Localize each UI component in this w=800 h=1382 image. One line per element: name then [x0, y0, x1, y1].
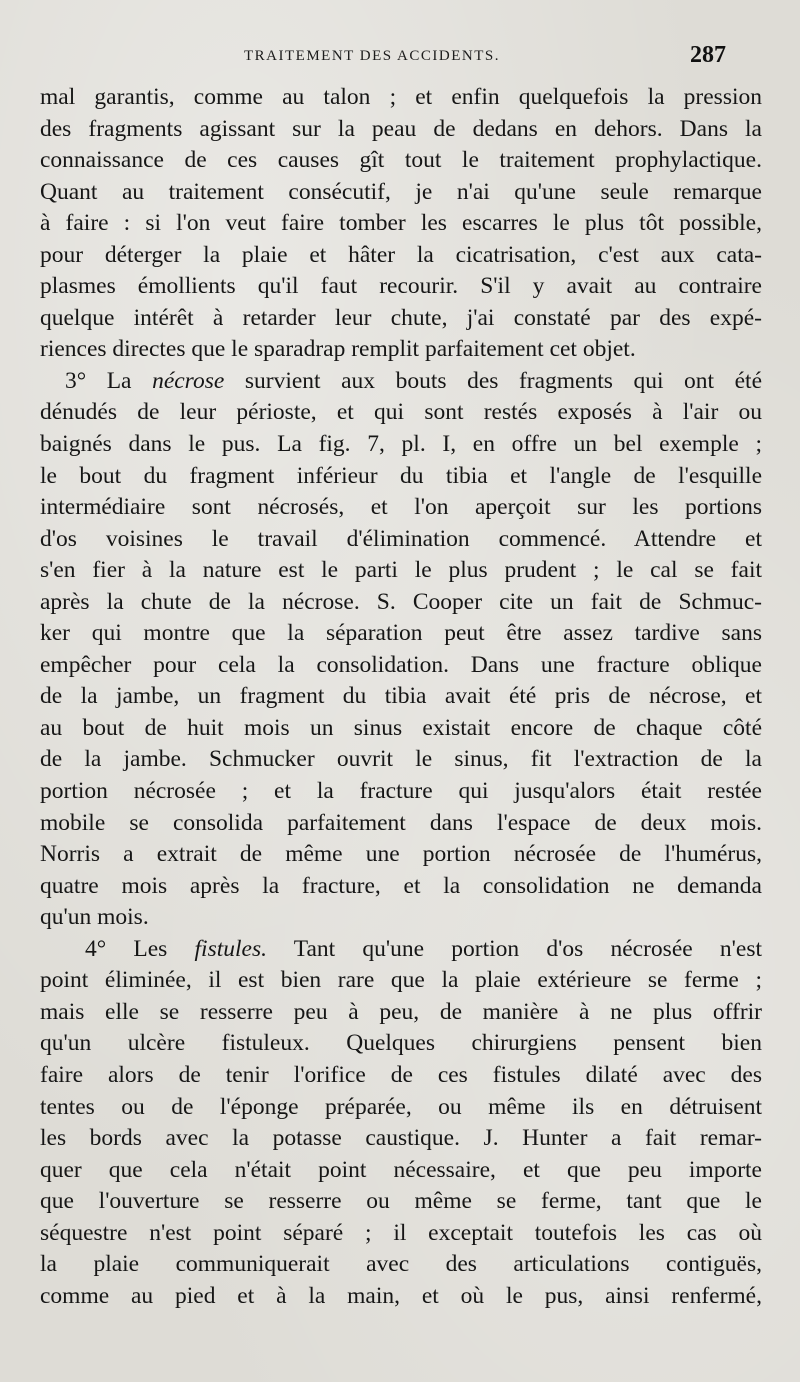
text-line: de la jambe, un fragment du tibia avait été pris de nécrose, et: [40, 683, 762, 710]
text-line: après la chute de la nécrose. S. Cooper cite un fait de Schmuc-: [40, 588, 762, 615]
body-text: [40, 82, 762, 1312]
text-line: baignés dans le pus. La fig. 7, pl. I, en offre un bel exemple ;: [40, 431, 762, 458]
page-header: [0, 44, 800, 74]
text-segment: Tant qu'une portion d'os nécrosée n'est: [293, 935, 762, 962]
text-line: quelque intérêt à retarder leur chute, j'ai constaté par des expé-: [40, 304, 762, 331]
section-term: fistules.: [194, 935, 267, 962]
text-line: connaissance de ces causes gît tout le traitement prophylactique.: [40, 147, 762, 174]
running-head: TRAITEMENT DES ACCIDENTS.: [244, 48, 500, 64]
text-line: le bout du fragment inférieur du tibia et l'angle de l'esquille: [40, 462, 762, 489]
text-line: mal garantis, comme au talon ; et enfin quelquefois la pression: [40, 84, 762, 110]
text-line: dénudés de leur périoste, et qui sont restés exposés à l'air ou: [40, 399, 762, 426]
section-heading-line: [40, 366, 762, 398]
text-line: que l'ouverture se resserre ou même se ferme, tant que le: [40, 1188, 762, 1215]
text-line: tentes ou de l'éponge préparée, ou même ils en détruisent: [40, 1093, 762, 1120]
text-line: qu'un ulcère fistuleux. Quelques chirurgiens pensent bien: [40, 1030, 762, 1057]
text-line: d'os voisines le travail d'élimination commencé. Attendre et: [40, 525, 762, 552]
text-line: point éliminée, il est bien rare que la plaie extérieure se ferme ;: [40, 967, 762, 994]
text-line: riences directes que le sparadrap remplit parfaitement cet objet.: [40, 336, 636, 363]
text-line: Norris a extrait de même une portion nécrosée de l'humérus,: [40, 841, 762, 868]
text-line: séquestre n'est point séparé ; il exceptait toutefois les cas où: [40, 1219, 762, 1246]
text-line: mobile se consolida parfaitement dans l'espace de deux mois.: [40, 809, 762, 836]
text-line: la plaie communiquerait avec des articulations contiguës,: [40, 1251, 762, 1278]
section-number: 4° Les: [85, 935, 168, 962]
text-line: ker qui montre que la séparation peut être assez tardive sans: [40, 620, 762, 647]
text-line: faire alors de tenir l'orifice de ces fistules dilaté avec des: [40, 1061, 762, 1088]
page-number: 287: [690, 42, 726, 68]
text-line: portion nécrosée ; et la fracture qui jusqu'alors était restée: [40, 778, 762, 805]
text-line: quatre mois après la fracture, et la consolidation ne demanda: [40, 872, 762, 899]
text-line: intermédiaire sont nécrosés, et l'on aperçoit sur les portions: [40, 494, 762, 521]
text-line: empêcher pour cela la consolidation. Dans une fracture oblique: [40, 651, 762, 678]
text-line: quer que cela n'était point nécessaire, et que peu importe: [40, 1156, 762, 1183]
text-line: pour déterger la plaie et hâter la cicatrisation, c'est aux cata-: [40, 241, 762, 268]
text-line: Quant au traitement consécutif, je n'ai qu'une seule remarque: [40, 178, 762, 205]
text-line: comme au pied et à la main, et où le pus, ainsi renfermé,: [40, 1282, 762, 1309]
text-line: à faire : si l'on veut faire tomber les escarres le plus tôt possible,: [40, 210, 762, 237]
text-line: de la jambe. Schmucker ouvrit le sinus, fit l'extraction de la: [40, 746, 762, 773]
text-line: s'en fier à la nature est le parti le plus prudent ; le cal se fait: [40, 557, 762, 584]
text-line: plasmes émollients qu'il faut recourir. S'il y avait au contraire: [40, 273, 762, 300]
text-line: au bout de huit mois un sinus existait encore de chaque côté: [40, 714, 762, 741]
text-line: les bords avec la potasse caustique. J. Hunter a fait remar-: [40, 1125, 762, 1152]
text-line: des fragments agissant sur la peau de dedans en dehors. Dans la: [40, 115, 762, 142]
text-line: mais elle se resserre peu à peu, de manière à ne plus offrir: [40, 998, 762, 1025]
text-line: qu'un mois.: [40, 904, 149, 931]
section-term: nécrose: [152, 367, 225, 394]
text-segment: survient aux bouts des fragments qui ont été: [244, 367, 763, 394]
section-number: 3° La: [65, 367, 132, 394]
section-heading-line: [40, 934, 762, 966]
